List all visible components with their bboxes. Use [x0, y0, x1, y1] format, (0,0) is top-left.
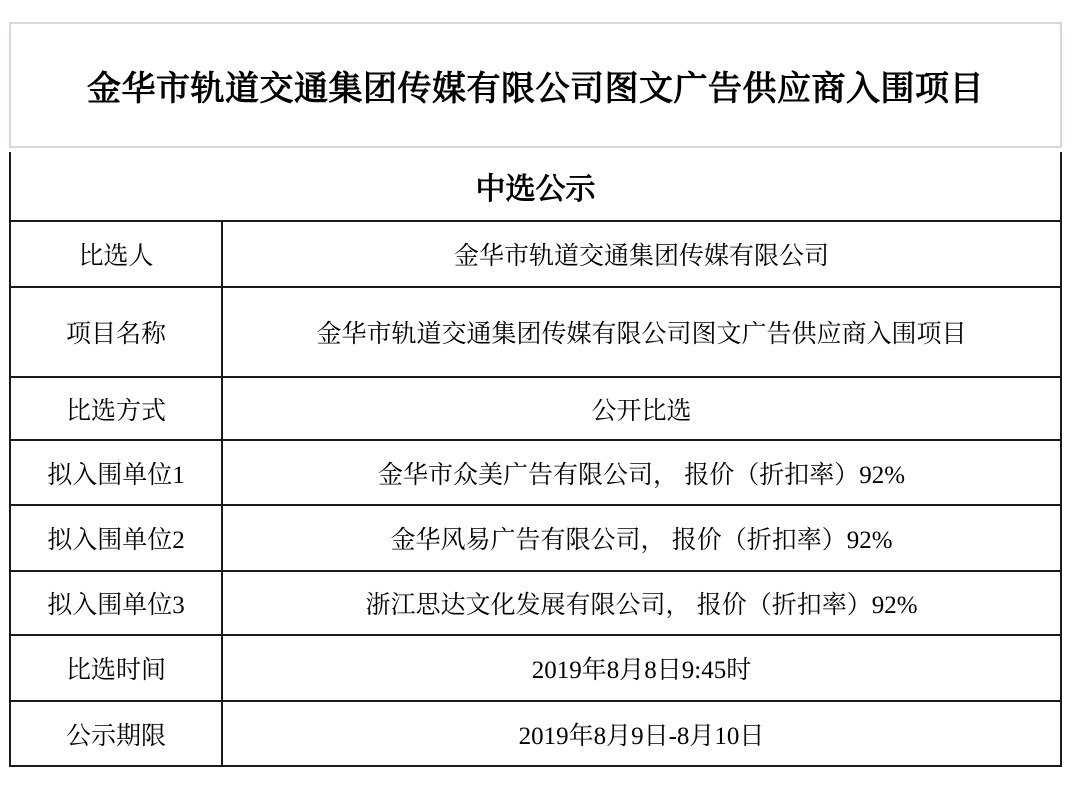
section-title: 中选公示: [10, 152, 1061, 221]
row-label-unit-3: 拟入围单位3: [10, 571, 222, 635]
table-row: [10, 221, 1061, 287]
table-row: [10, 377, 1061, 440]
table-row: [10, 440, 1061, 505]
row-label-project-name: 项目名称: [10, 287, 222, 377]
table-row: [10, 635, 1061, 701]
row-value-project-name: 金华市轨道交通集团传媒有限公司图文广告供应商入围项目: [222, 287, 1061, 377]
row-label-unit-2: 拟入围单位2: [10, 505, 222, 571]
row-value-method: 公开比选: [222, 377, 1061, 440]
section-title-row: [10, 152, 1061, 221]
document-title-box: [9, 22, 1062, 148]
table-row: [10, 287, 1061, 377]
row-value-bixuanren: 金华市轨道交通集团传媒有限公司: [222, 221, 1061, 287]
row-value-unit-2: 金华风易广告有限公司， 报价（折扣率）92%: [222, 505, 1061, 571]
row-label-publicity-period: 公示期限: [10, 701, 222, 766]
row-value-unit-3: 浙江思达文化发展有限公司， 报价（折扣率）92%: [222, 571, 1061, 635]
table-row: [10, 505, 1061, 571]
row-value-unit-1: 金华市众美广告有限公司， 报价（折扣率）92%: [222, 440, 1061, 505]
row-label-bixuanren: 比选人: [10, 221, 222, 287]
row-label-method: 比选方式: [10, 377, 222, 440]
table-row: [10, 701, 1061, 766]
row-label-unit-1: 拟入围单位1: [10, 440, 222, 505]
row-value-time: 2019年8月8日9:45时: [222, 635, 1061, 701]
table-row: [10, 571, 1061, 635]
document-title: 金华市轨道交通集团传媒有限公司图文广告供应商入围项目: [87, 69, 984, 108]
row-value-publicity-period: 2019年8月9日-8月10日: [222, 701, 1061, 766]
announcement-table: [9, 152, 1062, 767]
row-label-time: 比选时间: [10, 635, 222, 701]
